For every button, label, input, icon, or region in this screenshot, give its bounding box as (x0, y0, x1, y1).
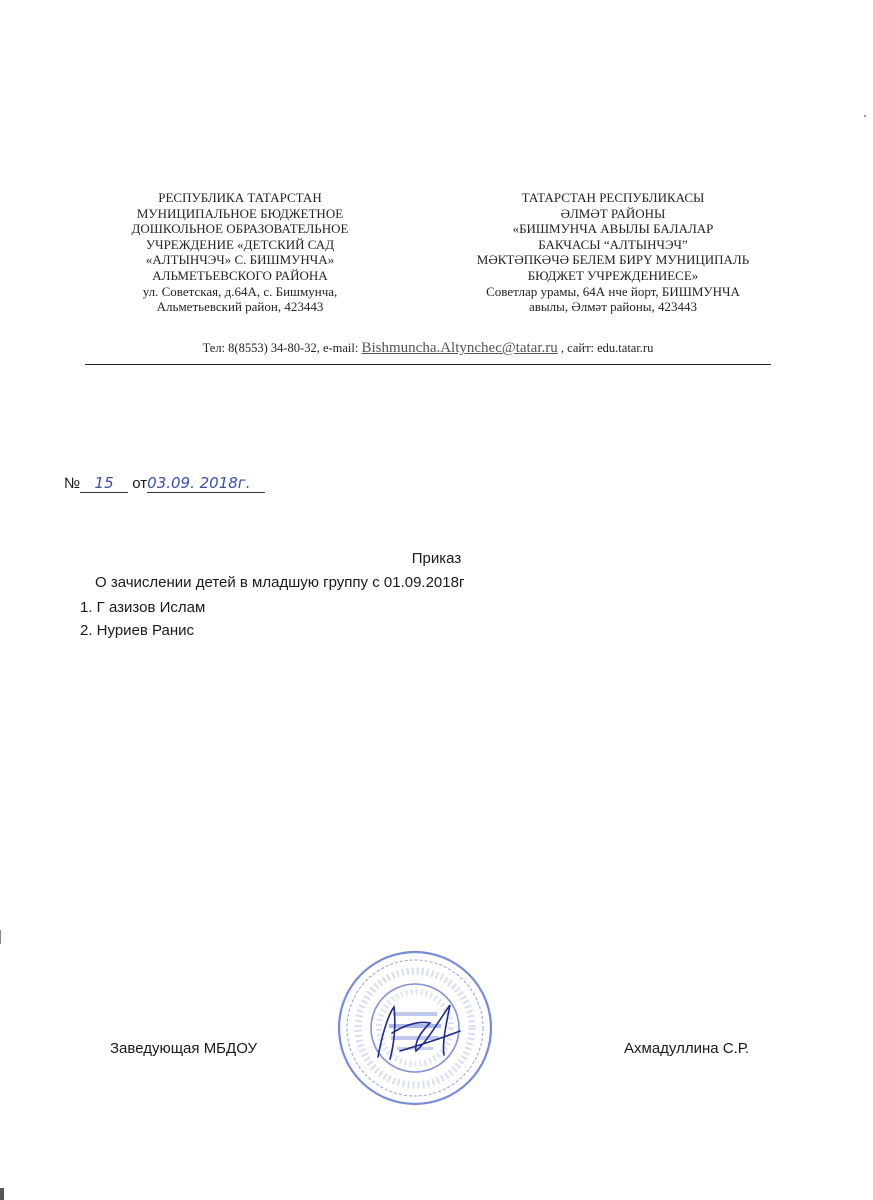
handwritten-signature (360, 995, 470, 1070)
order-subject: О зачислении детей в младшую группу с 01.09.2018г (95, 574, 465, 591)
children-list (80, 599, 205, 645)
from-label: от (132, 475, 148, 492)
contact-email[interactable]: Bishmuncha.Altynchec@tatar.ru (361, 340, 558, 356)
header-left-block (100, 190, 380, 315)
signer-name: Ахмадуллина С.Р. (624, 1040, 750, 1057)
handwritten-number: 15 (94, 474, 114, 492)
contact-phone: Тел: 8(8553) 34-80-32, e-mail: (202, 341, 362, 355)
header-left-line: ДОШКОЛЬНОЕ ОБРАЗОВАТЕЛЬНОЕ (131, 221, 349, 237)
header-left-line: Альметьевский район, 423443 (156, 299, 324, 315)
scan-artifact (0, 1188, 4, 1200)
order-title: Приказ (411, 550, 462, 567)
header-right-line: ӘЛМӘТ РАЙОНЫ (560, 205, 666, 221)
header-right-line: Советлар урамы, 64А нче йорт, БИШМУНЧА (486, 283, 740, 299)
header-right-line: МӘКТӘПКӘЧӘ БЕЛЕМ БИРҮ МУНИЦИПАЛЬ (476, 252, 750, 268)
header-left-line: АЛЬМЕТЬЕВСКОГО РАЙОНА (152, 267, 328, 283)
list-item: 1. Г азизов Ислам (80, 599, 206, 616)
number-prefix: № (64, 475, 81, 492)
header-left-line: МУНИЦИПАЛЬНОЕ БЮДЖЕТНОЕ (136, 205, 344, 221)
contact-line (85, 340, 771, 357)
header-left-line: РЕСПУБЛИКА ТАТАРСТАН (158, 190, 322, 205)
contact-site: , сайт: edu.tatar.ru (557, 341, 654, 355)
header-right-line: БАКЧАСЫ “АЛТЫНЧЭЧ” (538, 236, 688, 252)
scan-artifact (864, 115, 866, 117)
header-left-line: УЧРЕЖДЕНИЕ «ДЕТСКИЙ САД (145, 236, 335, 252)
signer-position: Заведующая МБДОУ (110, 1040, 258, 1057)
header-divider (85, 364, 771, 365)
scan-artifact (0, 930, 1, 944)
document-number-line (64, 474, 265, 493)
number-blank (80, 474, 128, 493)
header-left-line: ул. Советская, д.64А, с. Бишмунча, (142, 283, 338, 299)
handwritten-date: 03.09. 2018г. (147, 474, 251, 492)
date-blank (147, 474, 265, 493)
header-left-line: «АЛТЫНЧЭЧ» С. БИШМУНЧА» (145, 252, 335, 268)
header-right-line: БЮДЖЕТ УЧРЕЖДЕНИЕСЕ» (527, 267, 699, 283)
header-right-line: ТАТАРСТАН РЕСПУБЛИКАСЫ (521, 190, 705, 205)
header-right-line: «БИШМУНЧА АВЫЛЫ БАЛАЛАР (512, 221, 714, 237)
header-right-line: авылы, Әлмәт районы, 423443 (528, 299, 698, 315)
list-item: 2. Нуриев Ранис (80, 622, 195, 639)
header-right-block (458, 190, 768, 315)
